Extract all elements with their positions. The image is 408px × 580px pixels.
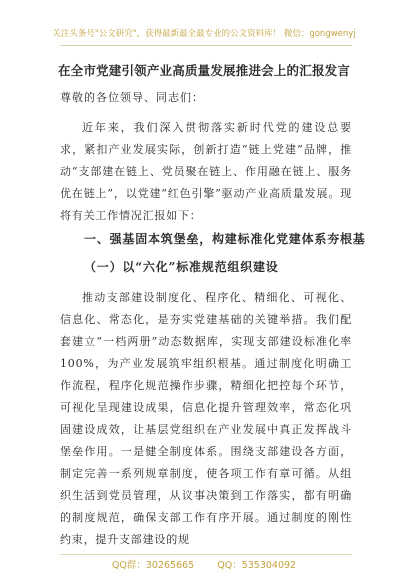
header-divider: [60, 45, 352, 46]
footer-qq-group: QQ群：30265665: [111, 560, 195, 571]
document-title: 在全市党建引领产业高质量发展推进会上的汇报发言: [57, 63, 351, 78]
section-heading-1: 一、强基固本筑堡垒，构建标准化党建体系夯根基: [84, 232, 366, 246]
paragraph-intro: 近年来，我们深入贯彻落实新时代党的建设总要求，紧扣产业发展实际，创新打造“链上党建”品牌，推动“支部建在链上、党员聚在链上、作用融在链上、服务优在链上”，以党建“红色引擎”驱动产业高质量发展。现将有关工作情况汇报如下：: [60, 121, 352, 222]
footer-divider: [60, 554, 352, 555]
footer-contact: [0, 557, 408, 571]
subsection-heading-1: （一）以“六化”标准规范组织建设: [84, 260, 279, 274]
header-promo-note: 关注头条号"公文研究"，获得最新最全最专业的公文资料库！ 微信：gongwenyj: [52, 29, 356, 39]
footer-qq: QQ：535304092: [217, 560, 297, 571]
salutation: 尊敬的各位领导、同志们：: [60, 91, 204, 104]
paragraph-body: 推动支部建设制度化、程序化、精细化、可视化、信息化、常态化，是夯实党建基础的关键举措。我们配套建立“一档两册”动态数据库，实现支部建设标准化率100%，为产业发展筑牢组织根基。通过制度化明确工作流程，程序化规范操作步骤，精细化把控每个环节，可视化呈现建设成果，信息化提升管理效率，常态化巩固建设成效，让基层党组织在产业发展中真正发挥战斗堡垒作用。一是健全制度体系。围绕支部建设各方面，制定完善一系列规章制度，使各项工作有章可循。从组织生活到党员管理，从议事决策到工作落实，都有明确的制度规范，确保支部工作有序开展。通过制度的刚性约束，提升支部建设的规: [60, 291, 352, 546]
